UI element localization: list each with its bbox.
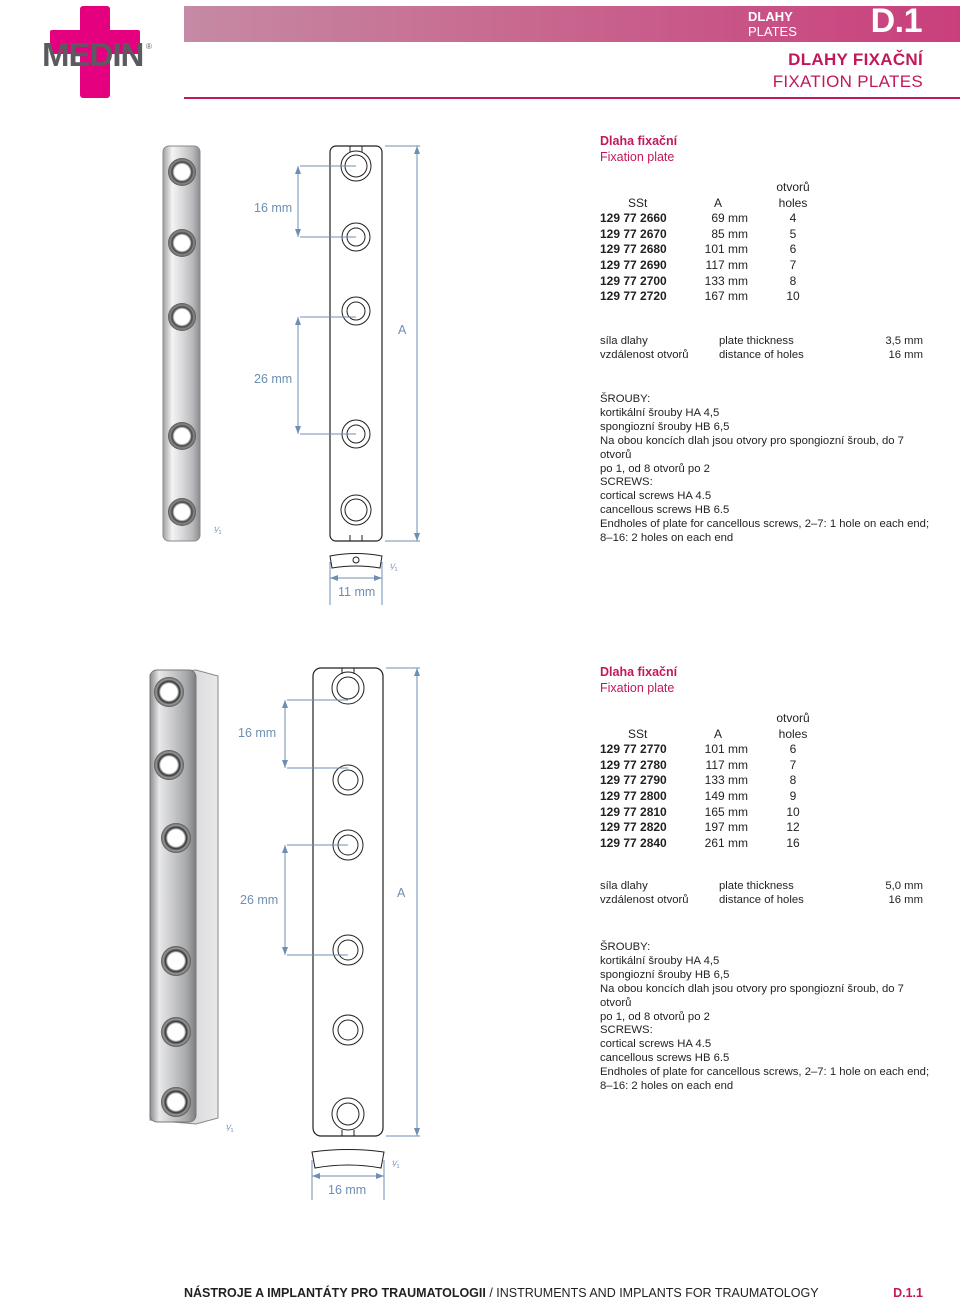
table-header: SSt A holes — [628, 726, 808, 741]
dim-width-2: 16 mm — [328, 1183, 367, 1197]
screws-line: 8–16: 2 holes on each end — [600, 1080, 734, 1092]
screws-line: cancellous screws HB 6.5 — [600, 1052, 730, 1064]
dim-end-distance-1: 26 mm — [254, 372, 293, 386]
screws-cz-2 — [600, 940, 930, 1024]
table-header-top: otvorů — [776, 711, 810, 725]
screws-heading: ŠROUBY: — [600, 941, 651, 953]
footer-title-en: INSTRUMENTS AND IMPLANTS FOR TRAUMATOLOGY — [496, 1286, 819, 1300]
table-row: 129 77 2680 101 mm 6 — [600, 242, 797, 257]
logo-wordmark: MEDIN — [42, 36, 144, 73]
screws-line: kortikální šrouby HA 4,5 — [600, 955, 720, 967]
spec-row: vzdálenost otvorů distance of holes 16 mm — [600, 894, 923, 906]
spec-list-2 — [600, 879, 923, 907]
logo-registered-mark: ® — [146, 42, 152, 51]
screws-line: cortical screws HA 4.5 — [600, 490, 712, 502]
category-en: PLATES — [748, 24, 797, 39]
spec-row: síla dlahy plate thickness 5,0 mm — [600, 880, 923, 892]
table-row: 129 77 2810 165 mm 10 — [600, 804, 800, 819]
scale-photo-2: ¹⁄₁ — [226, 1123, 234, 1133]
screws-line: po 1, od 8 otvorů po 2 — [600, 1011, 710, 1023]
spec-row: vzdálenost otvorů distance of holes 16 mm — [600, 349, 923, 361]
table-row: 129 77 2770 101 mm 6 — [600, 742, 797, 757]
screws-line: spongiozní šrouby HB 6,5 — [600, 421, 730, 433]
screws-heading: SCREWS: — [600, 1024, 653, 1036]
table-row: 129 77 2670 85 mm 5 — [600, 226, 797, 241]
scale-photo-1: ¹⁄₁ — [214, 525, 222, 535]
product-table-2 — [598, 711, 830, 851]
table-header: SSt A holes — [628, 195, 808, 210]
table-header-top: otvorů — [776, 180, 810, 194]
scale-section-2: ¹⁄₁ — [392, 1159, 400, 1169]
table-row: 129 77 2820 197 mm 12 — [600, 820, 800, 835]
dim-hole-distance-2: 16 mm — [238, 726, 277, 740]
footer-separator: / — [485, 1286, 497, 1300]
table-row: 129 77 2660 69 mm 4 — [600, 211, 797, 226]
screws-heading: ŠROUBY: — [600, 393, 651, 405]
screws-line: kortikální šrouby HA 4,5 — [600, 407, 720, 419]
table-row: 129 77 2840 261 mm 16 — [600, 835, 800, 850]
dim-hole-distance-1: 16 mm — [254, 201, 293, 215]
product-name-cz-1: Dlaha fixační — [600, 134, 678, 148]
product-name-cz-2: Dlaha fixační — [600, 665, 678, 679]
product-name-en-2: Fixation plate — [600, 681, 675, 695]
screws-en-2 — [600, 1023, 930, 1093]
footer-title — [184, 1286, 819, 1300]
screws-line: 8–16: 2 holes on each end — [600, 532, 734, 544]
page-code: D.1.1 — [893, 1286, 923, 1300]
document-code — [0, 1205, 1, 1262]
screws-line: Endholes of plate for cancellous screws, 2–7: 1 hole on each end; — [600, 1066, 930, 1078]
category-cz: DLAHY — [748, 9, 793, 24]
table-row: 129 77 2780 117 mm 7 — [600, 757, 797, 772]
table-row: 129 77 2800 149 mm 9 — [600, 788, 797, 803]
table-row: 129 77 2790 133 mm 8 — [600, 773, 797, 788]
table-row: 129 77 2720 167 mm 10 — [600, 289, 800, 304]
table-row: 129 77 2700 133 mm 8 — [600, 273, 797, 288]
page-title-cz: DLAHY FIXAČNÍ — [788, 50, 923, 69]
section-code: D.1 — [870, 2, 922, 40]
scale-section-1: ¹⁄₁ — [390, 562, 398, 572]
screws-heading: SCREWS: — [600, 476, 653, 488]
footer-title-cz: NÁSTROJE A IMPLANTÁTY PRO TRAUMATOLOGII — [184, 1286, 486, 1300]
screws-line: spongiozní šrouby HB 6,5 — [600, 969, 730, 981]
spec-row: síla dlahy plate thickness 3,5 mm — [600, 335, 923, 347]
screws-line: cortical screws HA 4.5 — [600, 1038, 712, 1050]
screws-line: Na obou koncích dlah jsou otvory pro spongiozní šroub, do 7 otvorů — [600, 983, 904, 1009]
screws-line: cancellous screws HB 6.5 — [600, 504, 730, 516]
screws-line: Na obou koncích dlah jsou otvory pro spongiozní šroub, do 7 otvorů — [600, 435, 904, 461]
table-row: 129 77 2690 117 mm 7 — [600, 257, 797, 272]
dim-length-2: A — [397, 886, 406, 900]
dim-end-distance-2: 26 mm — [240, 893, 279, 907]
page-title-en: FIXATION PLATES — [772, 72, 923, 91]
dim-length-1: A — [398, 323, 407, 337]
dim-width-1: 11 mm — [338, 585, 376, 599]
product-name-en-1: Fixation plate — [600, 150, 675, 164]
screws-line: po 1, od 8 otvorů po 2 — [600, 463, 710, 475]
screws-line: Endholes of plate for cancellous screws, 2–7: 1 hole on each end; — [600, 518, 930, 530]
